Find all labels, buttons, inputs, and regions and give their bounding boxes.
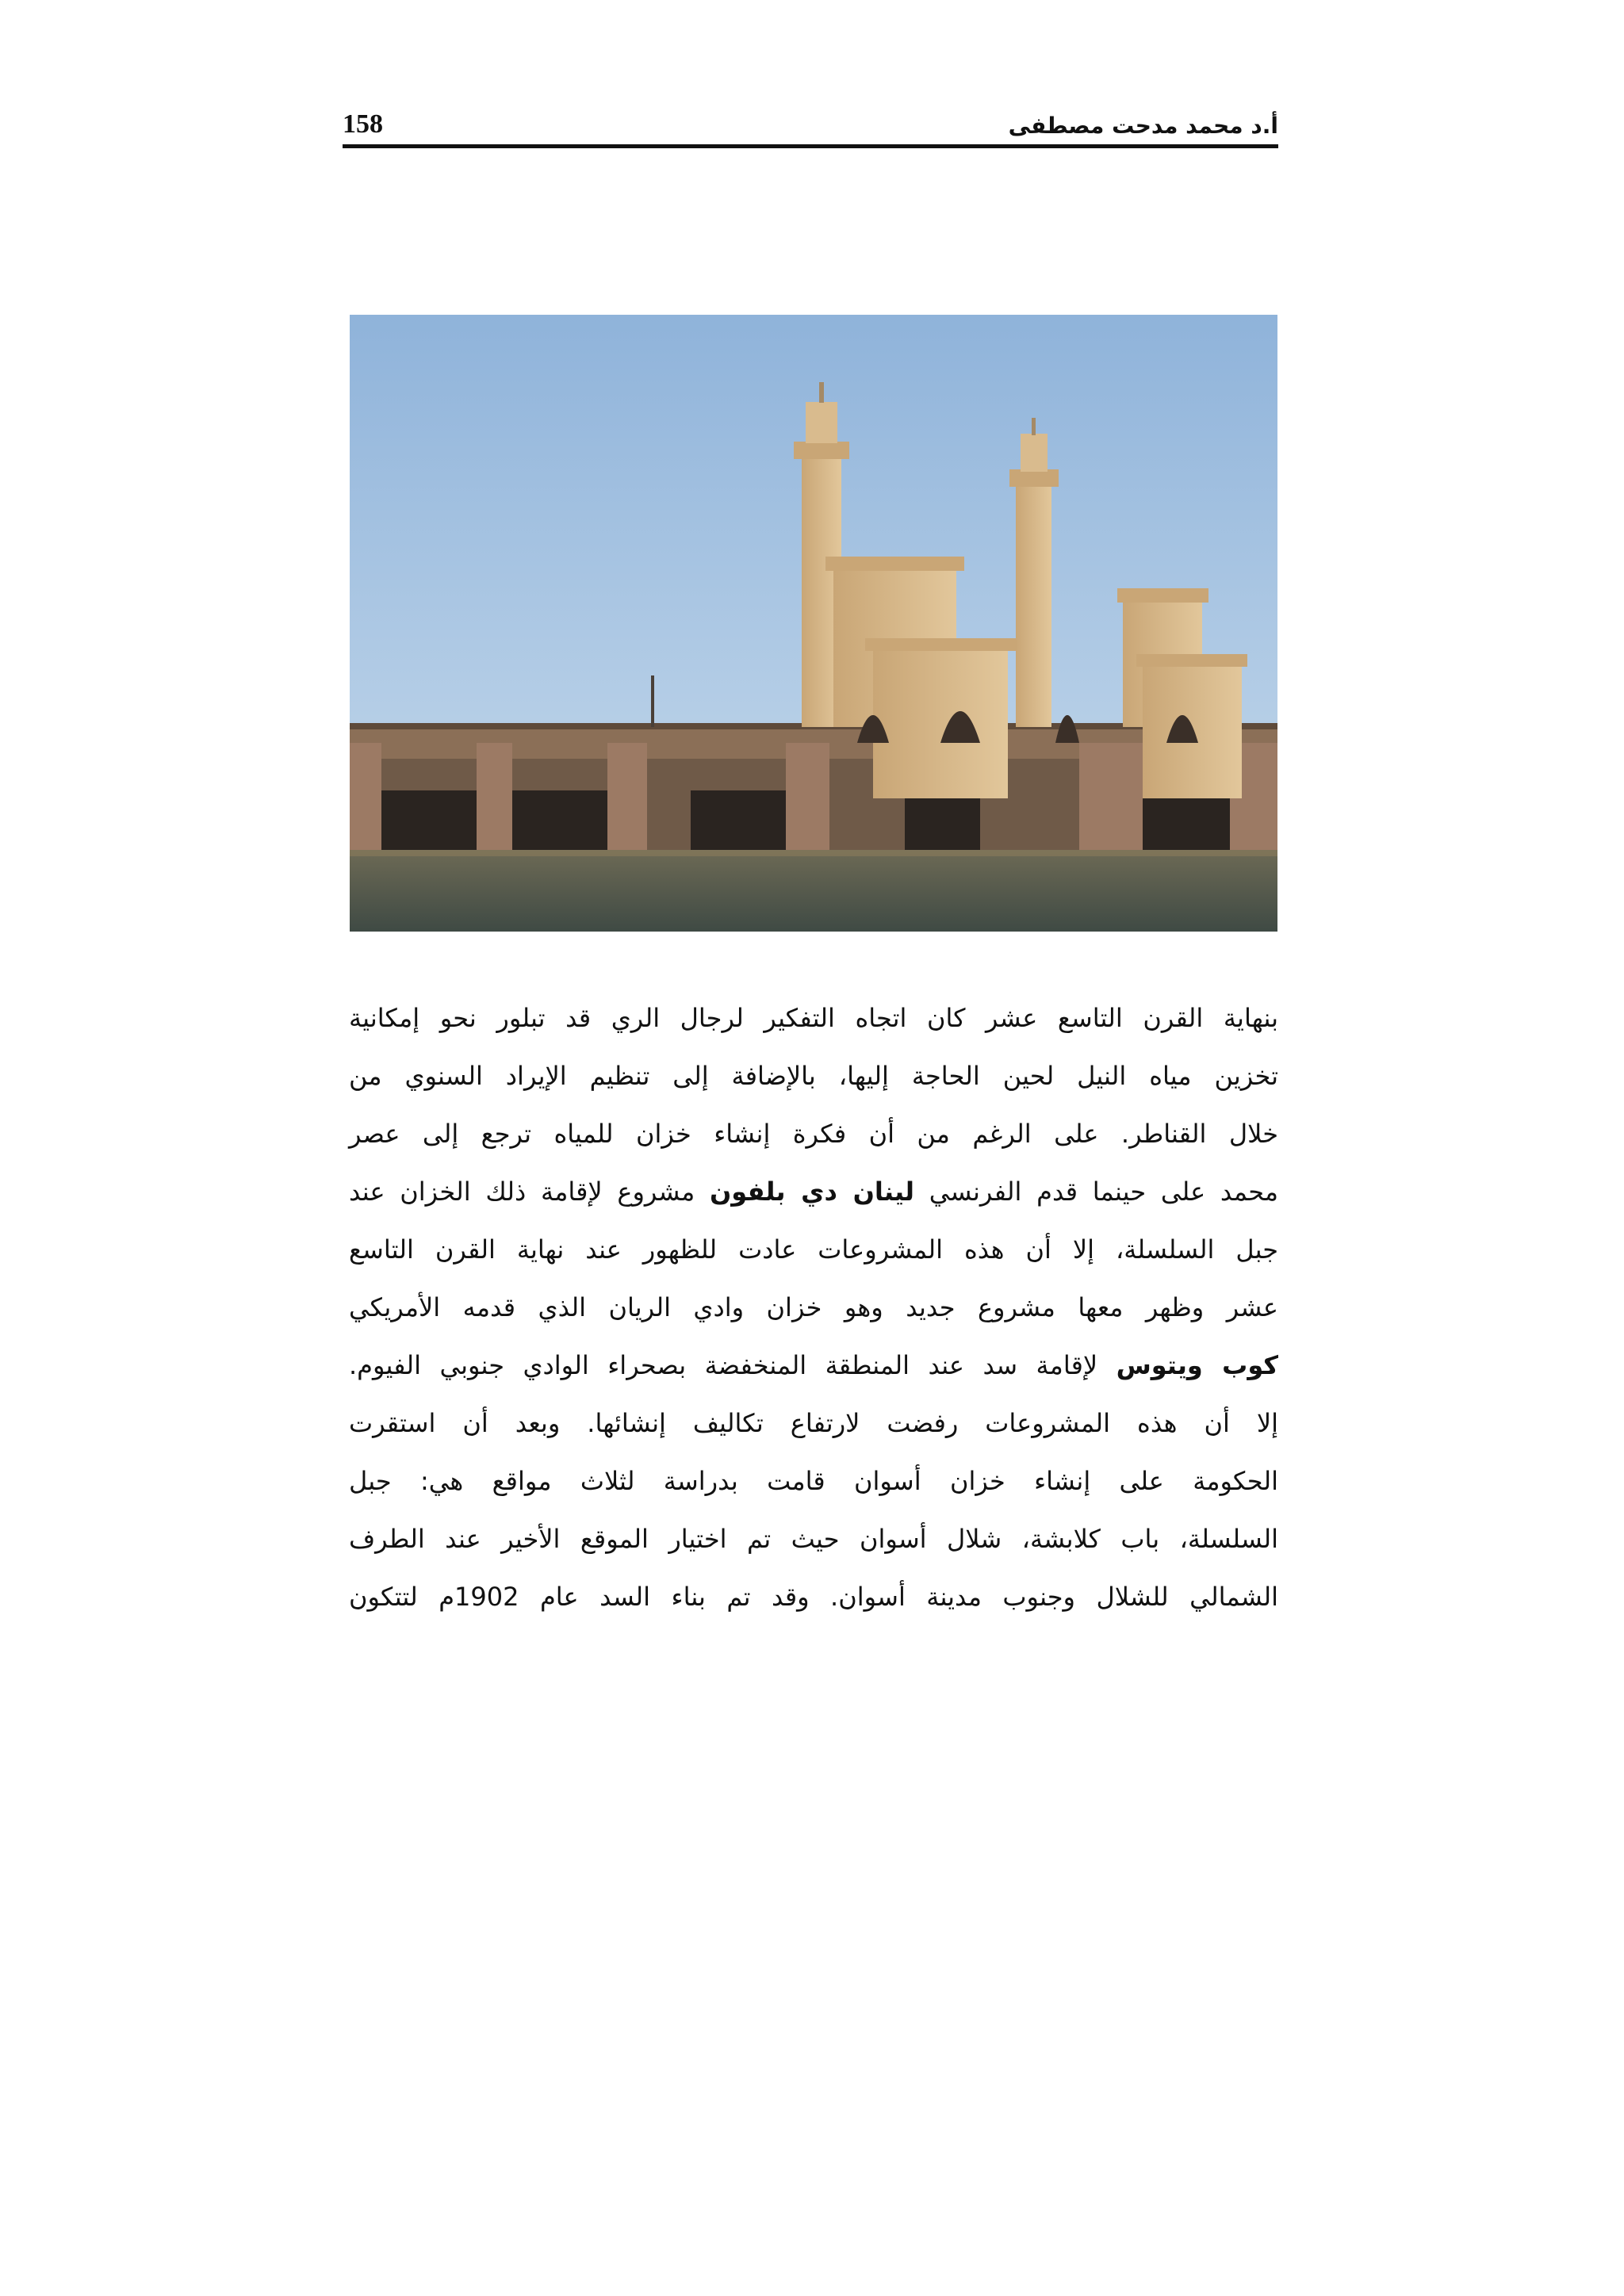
text-line: تخزين مياه النيل لحين الحاجة إليها، بالإضافة إلى تنظيم الإيراد السنوي من <box>349 1061 1278 1091</box>
text-line: الشمالي للشلال وجنوب مدينة أسوان. وقد تم بناء السد عام 1902م لتتكون <box>349 1582 1279 1612</box>
text-line: بنهاية القرن التاسع عشر كان اتجاه التفكير لرجال الري قد تبلور نحو إمكانية <box>349 1003 1278 1033</box>
page-number: 158 <box>343 109 383 139</box>
text-line <box>349 1163 1278 1221</box>
text-span: لإقامة سد عند المنطقة المنخفضة بصحراء الوادي جنوبي الفيوم. <box>349 1350 1116 1380</box>
article-body <box>349 989 1278 1626</box>
text-line: الحكومة على إنشاء خزان أسوان قامت بدراسة لثلاث مواقع هي: جبل <box>349 1466 1278 1496</box>
dam-photo-icon <box>350 315 1277 932</box>
text-line: جبل السلسلة، إلا أن هذه المشروعات عادت للظهور عند نهاية القرن التاسع <box>349 1234 1278 1265</box>
text-line: خلال القناطر. على الرغم من أن فكرة إنشاء خزان للمياه ترجع إلى عصر <box>349 1119 1278 1149</box>
dam-photo <box>350 315 1277 932</box>
text-span: محمد على حينما قدم الفرنسي <box>914 1177 1279 1207</box>
text-line: عشر وظهر معها مشروع جديد وهو خزان وادي الريان الذي قدمه الأمريكي <box>349 1292 1278 1322</box>
author-name: أ.د محمد مدحت مصطفى <box>1008 113 1278 139</box>
text-line <box>349 1337 1278 1395</box>
text-line: إلا أن هذه المشروعات رفضت لارتفاع تكاليف إنشائها. وبعد أن استقرت <box>349 1408 1278 1438</box>
header-rule <box>343 144 1278 148</box>
bold-name-linant: لينان دي بلفون <box>709 1177 915 1207</box>
text-span: مشروع لإقامة ذلك الخزان عند <box>349 1177 710 1207</box>
bold-name-cope-whitehouse: كوب ويتوس <box>1116 1350 1279 1380</box>
text-line: السلسلة، باب كلابشة، شلال أسوان حيث تم اختيار الموقع الأخير عند الطرف <box>349 1524 1278 1554</box>
